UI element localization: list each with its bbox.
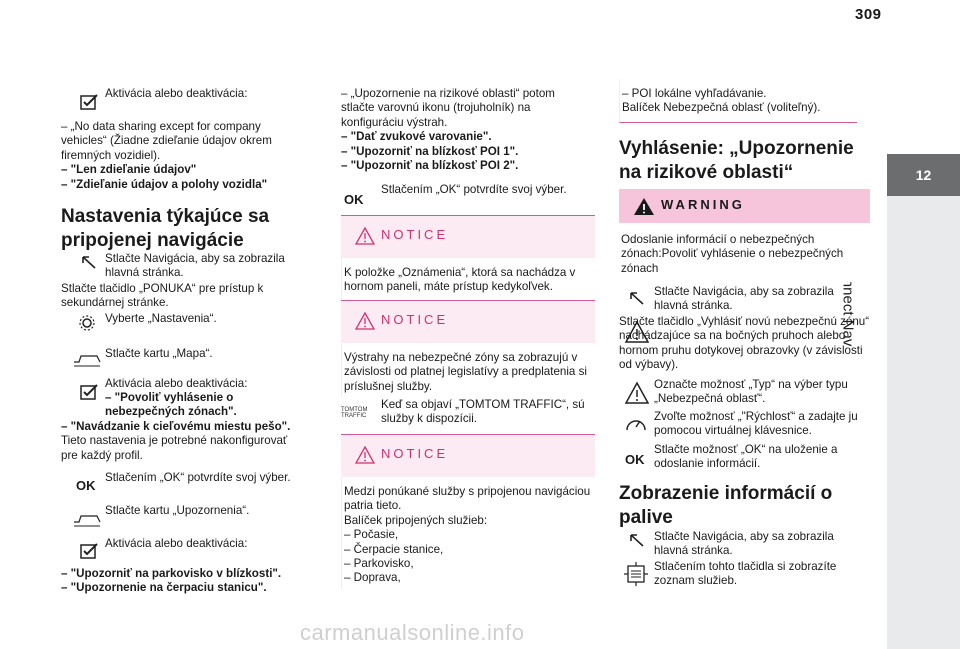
col1-p10: – "Povoliť vyhlásenie o nebezpečných zónach".	[105, 391, 237, 419]
tab-icon	[73, 350, 101, 368]
col1-p15: Aktivácia alebo deaktivácia:	[105, 537, 248, 550]
col3-p7: Stlačte možnosť „OK“ na uloženie a odoslanie informácií.	[654, 443, 838, 471]
warning-text: Odoslanie informácií o nebezpečných zónach:Povoliť vyhlásenie o nebezpečných zónach	[619, 223, 870, 282]
ok-icon: OK	[76, 478, 96, 493]
col1-p13: Stlačením „OK“ potvrdíte svoj výber.	[105, 471, 291, 484]
section-heading-fuel-info: Zobrazenie informácií o palive	[619, 483, 833, 528]
section-heading-connected-nav: Nastavenia týkajúce sa pripojenej navigácie	[61, 206, 270, 251]
col3-p4: Stlačte tlačidlo „Vyhlásiť novú nebezpečnú zónu“ nachádzajúce sa na bočných pruhoch alebo hornom pruhu dotykovej obrazovky (v závislosti od výbavy).	[619, 315, 870, 372]
checkbox-icon	[77, 93, 101, 111]
warning-label: WARNING	[661, 197, 745, 212]
col1-p9: Aktivácia alebo deaktivácia:	[105, 377, 248, 390]
page-number: 309	[855, 6, 882, 23]
warning-triangle-icon	[355, 446, 375, 464]
col1-p7: Vyberte „Nastavenia“.	[105, 312, 217, 325]
col2-p4: – "Upozorniť na blízkosť POI 2".	[341, 159, 519, 173]
col1-p5: Stlačte Navigácia, aby sa zobrazila hlavná stránka.	[105, 252, 285, 280]
col1-p11: – "Navádzanie k cieľovému miestu pešo".	[61, 419, 291, 433]
list-item: – Počasie,	[344, 528, 399, 542]
services-list-icon	[622, 562, 650, 586]
col2-p3: – "Upozorniť na blízkosť POI 1".	[341, 144, 519, 158]
col1-p4: – "Zdieľanie údajov a polohy vozidla"	[61, 177, 268, 191]
notice-label: NOTICE	[381, 312, 449, 327]
section-heading-risk-zones: Vyhlásenie: „Upozornenie na rizikové oblasti“	[619, 138, 854, 183]
col1-p6: Stlačte tlačidlo „PONUKA“ pre prístup k sekundárnej stránke.	[61, 282, 264, 310]
notice-box-3	[341, 434, 595, 590]
notice-1-text: K položke „Oznámenia“, ktorá sa nachádza v hornom paneli, máte prístup kedykoľvek.	[341, 258, 595, 299]
col2-p2: – "Dať zvukové varovanie".	[341, 130, 492, 144]
list-item: – Parkovisko,	[344, 557, 414, 571]
notice-box-2	[341, 300, 595, 398]
notice-label: NOTICE	[381, 446, 449, 461]
tomtom-traffic-logo: TOMTOM TRAFFIC	[341, 407, 368, 419]
ok-icon: OK	[344, 192, 364, 207]
warning-box	[619, 189, 870, 282]
warning-triangle-icon	[633, 197, 655, 216]
navigation-arrow-icon	[77, 254, 101, 272]
navigation-arrow-icon	[625, 290, 649, 308]
col1-block1	[61, 120, 301, 192]
ok-icon: OK	[625, 452, 645, 467]
list-item: – Doprava,	[344, 571, 401, 585]
col3-p9: Stlačením tohto tlačidla si zobrazíte zoznam služieb.	[654, 560, 837, 588]
warning-triangle-icon	[355, 227, 375, 245]
col2-p5: Stlačením „OK“ potvrdíte svoj výber.	[381, 183, 567, 196]
notice-label: NOTICE	[381, 227, 449, 242]
col1-p1: Aktivácia alebo deaktivácia:	[105, 87, 248, 100]
warning-triangle-icon	[624, 381, 650, 405]
watermark: carmanualsonline.info	[300, 620, 525, 645]
col1-p16: – "Upozorniť na parkovisko v blízkosti".	[61, 567, 282, 580]
list-item: – Čerpacie stanice,	[344, 542, 444, 556]
col2-p1: – „Upozornenie na rizikové oblasti“ potom stlačte varovnú ikonu (trojuholník) na konfiguráciu výstrah.	[341, 87, 555, 129]
notice-3-intro: Medzi ponúkané služby s pripojenou navigáciou patria tieto.	[344, 485, 591, 513]
col2-p6: Keď sa objaví „TOMTOM TRAFFIC“, sú služby k dispozícii.	[381, 398, 585, 426]
chapter-title	[905, 196, 941, 376]
speedometer-icon	[624, 414, 648, 436]
col3-p8: Stlačte Navigácia, aby sa zobrazila hlavná stránka.	[654, 530, 834, 558]
col1-block3	[61, 567, 303, 596]
notice-box-continued	[619, 79, 857, 123]
gear-icon	[75, 314, 99, 332]
tab-icon	[73, 510, 101, 528]
col1-p12: Tieto nastavenia je potrebné nakonfigurovať pre každý profil.	[61, 434, 288, 462]
col1-p2: – „No data sharing except for company vehicles“ (Žiadne zdieľanie údajov okrem firemných vozidiel).	[61, 120, 272, 162]
col3-p1: – POI lokálne vyhľadávanie.	[622, 87, 767, 100]
navigation-arrow-icon	[625, 532, 649, 550]
col2-block1	[341, 87, 581, 173]
warning-triangle-icon	[355, 312, 375, 330]
notice-3-body	[341, 477, 595, 590]
checkbox-icon	[77, 542, 101, 560]
col1-p17: – "Upozornenie na čerpaciu stanicu".	[61, 581, 267, 595]
col1-block2	[61, 391, 303, 463]
notice-3-package: Balíček pripojených služieb:	[344, 513, 488, 527]
notice-2-text: Výstrahy na nebezpečné zóny sa zobrazujú v závislosti od platnej legislatívy a predplatenia si príslušnej služby.	[341, 343, 595, 398]
col3-p3: Stlačte Navigácia, aby sa zobrazila hlavná stránka.	[654, 285, 834, 313]
col3-p6: Zvoľte možnosť „"Rýchlosť“ a zadajte ju pomocou virtuálnej klávesnice.	[654, 410, 858, 438]
chapter-number-tab: 12	[887, 154, 960, 196]
notice-box-1	[341, 215, 595, 299]
col1-p8: Stlačte kartu „Mapa“.	[105, 347, 213, 360]
col3-p5: Označte možnosť „Typ“ na výber typu „Nebezpečná oblasť“.	[654, 378, 848, 406]
col3-p2: Balíček Nebezpečná oblasť (voliteľný).	[622, 101, 821, 115]
col1-p14: Stlačte kartu „Upozornenia“.	[105, 504, 250, 517]
col1-p3: – "Len zdieľanie údajov"	[61, 163, 197, 177]
